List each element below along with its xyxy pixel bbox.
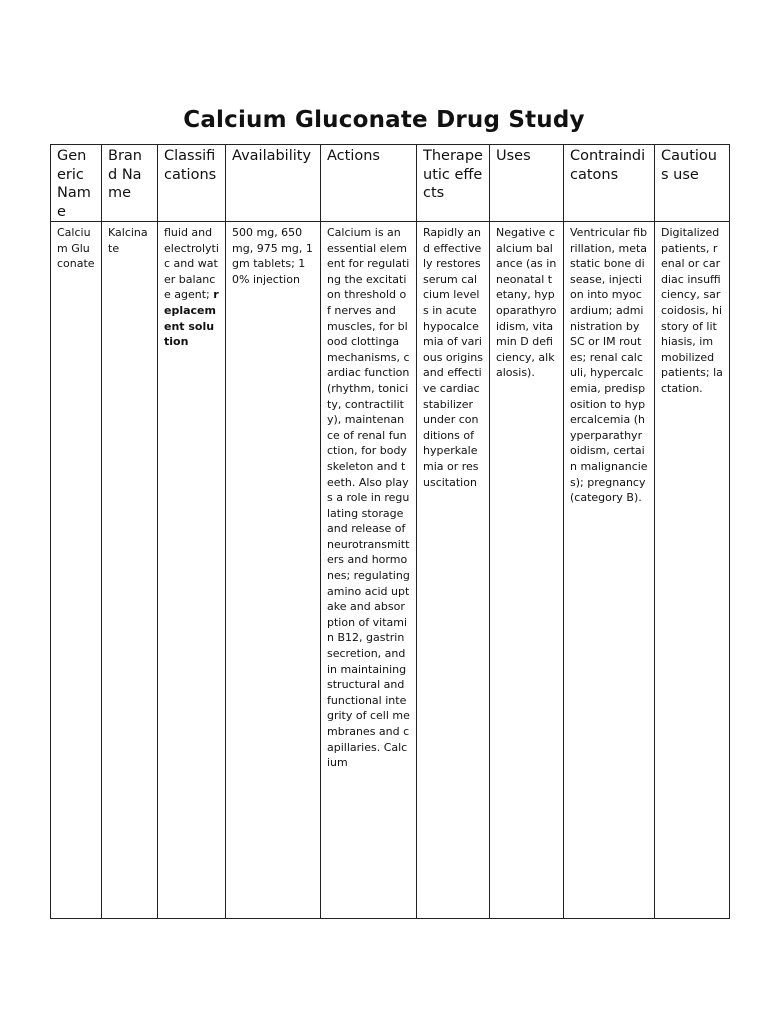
header-uses: Uses bbox=[490, 145, 564, 222]
header-cautious-use: Cautious use bbox=[655, 145, 730, 222]
table-row bbox=[51, 222, 730, 919]
header-classifications: Classifications bbox=[158, 145, 226, 222]
classification-text: fluid and electrolytic and water balance agent; bbox=[164, 226, 219, 302]
cell-therapeutic-effects: Rapidly and effectively restores serum calcium levels in acute hypocalcemia of various origins and effective cardiac stabilizer under conditions of hyperkalemia or resuscitation bbox=[417, 222, 490, 919]
header-availability: Availability bbox=[226, 145, 321, 222]
classification-bold-text: replacement solution bbox=[164, 288, 219, 349]
header-therapeutic-effects: Therapeutic effects bbox=[417, 145, 490, 222]
cell-contraindications: Ventricular fibrillation, metastatic bone disease, injection into myocardium; administration by SC or IM routes; renal calculi, hypercalcemia, predisposition to hypercalcemia (hyperparathyroidism, certain malignancies); pregnancy (category B). bbox=[564, 222, 655, 919]
cell-availability: 500 mg, 650 mg, 975 mg, 1 gm tablets; 10% injection bbox=[226, 222, 321, 919]
cell-uses: Negative calcium balance (as in neonatal tetany, hypoparathyroidism, vitamin D deficiency, alkalosis). bbox=[490, 222, 564, 919]
header-contraindications: Contraindi catons bbox=[564, 145, 655, 222]
cell-cautious-use: Digitalized patients, renal or cardiac insufficiency, sarcoidosis, history of lithiasis, immobilized patients; lactation. bbox=[655, 222, 730, 919]
cell-actions: Calcium is an essential element for regulating the excitation threshold of nerves and muscles, for blood clottinga mechanisms, cardiac function (rhythm, tonicity, contractility), maintenance of renal function, for body skeleton and teeth. Also plays a role in regulating storage and release of neurotransmitters and hormones; regulating amino acid uptake and absorption of vitamin B12, gastrin secretion, and in maintaining structural and functional integrity of cell membranes and capillaries. Calcium bbox=[321, 222, 417, 919]
header-actions: Actions bbox=[321, 145, 417, 222]
header-brand-name: Brand Name bbox=[102, 145, 158, 222]
cell-brand-name: Kalcinate bbox=[102, 222, 158, 919]
page-title: Calcium Gluconate Drug Study bbox=[183, 107, 585, 133]
cell-classifications bbox=[158, 222, 226, 919]
drug-study-table bbox=[50, 144, 730, 919]
cell-generic-name: Calcium Gluconate bbox=[51, 222, 102, 919]
header-generic-name: Generic Name bbox=[51, 145, 102, 222]
header-row bbox=[51, 145, 730, 222]
